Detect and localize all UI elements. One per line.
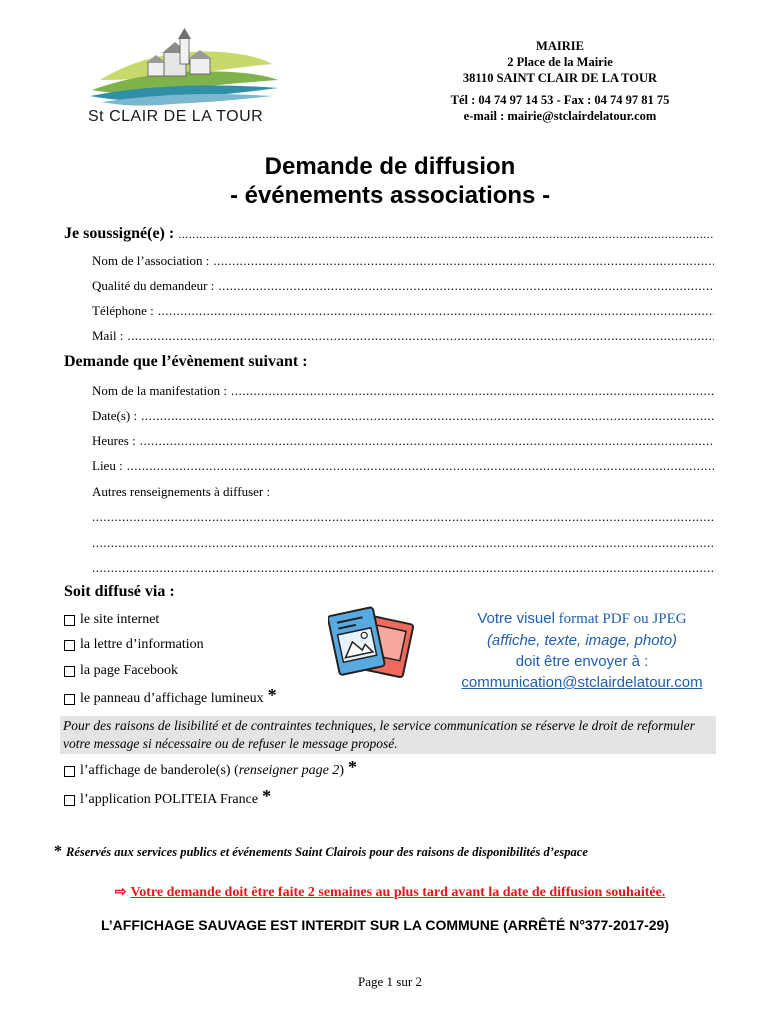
option-label: la page Facebook (80, 663, 178, 678)
qualite-label: Qualité du demandeur : (92, 278, 215, 293)
option-banderole[interactable] (64, 757, 357, 781)
note-paren-close: ) (339, 762, 344, 778)
checkbox-icon[interactable] (64, 666, 75, 677)
heures-label: Heures : (92, 433, 136, 448)
evenement-heading: Demande que l’évènement suivant : (64, 353, 308, 370)
mail-field[interactable] (92, 328, 714, 344)
deadline-warning (0, 884, 770, 901)
visuel-line1a: Votre visuel (477, 610, 555, 627)
autres-line-2[interactable] (92, 535, 714, 551)
mairie-email: e-mail : mairie@stclairdelatour.com (463, 109, 657, 123)
checkbox-icon[interactable] (64, 795, 75, 806)
telephone-label: Téléphone : (92, 303, 154, 318)
diffusion-heading: Soit diffusé via : (64, 583, 175, 600)
association-name-field[interactable] (92, 253, 714, 269)
mairie-address-line2: 38110 SAINT CLAIR DE LA TOUR (462, 71, 658, 85)
affichage-interdit: L’AFFICHAGE SAUVAGE EST INTERDIT SUR LA COMMUNE (ARRÊTÉ N°377-2017-29) (101, 917, 669, 933)
option-politeia[interactable] (64, 786, 272, 810)
visuel-line3: doit être envoyer à : (515, 653, 649, 670)
heures-field[interactable] (92, 433, 714, 449)
communication-email-link[interactable]: communication@stclairdelatour.com (461, 674, 703, 691)
soussigne-label: Je soussigné(e) : (64, 225, 175, 242)
asterisk: * (262, 786, 272, 806)
checkbox-icon[interactable] (64, 640, 75, 651)
mairie-contact-block (400, 38, 720, 124)
lieu-label: Lieu : (92, 458, 123, 473)
asterisk: * (347, 757, 357, 777)
checkbox-icon[interactable] (64, 766, 75, 777)
form-subtitle: - événements associations - (229, 182, 551, 209)
mairie-address-line1: 2 Place de la Mairie (507, 55, 613, 69)
mail-label: Mail : (92, 328, 124, 343)
option-label: l’application POLITEIA France (80, 791, 259, 807)
asterisk: * (267, 685, 277, 705)
autres-label-text: Autres renseignements à diffuser : (92, 484, 271, 499)
visuel-line1b: format PDF ou JPEG (558, 611, 687, 627)
banderole-note: renseigner page 2 (238, 762, 340, 778)
option-panneau-lumineux[interactable] (64, 685, 277, 709)
visuel-line2: (affiche, texte, image, photo) (486, 632, 678, 649)
page-number: Page 1 sur 2 (358, 974, 422, 989)
reserve-text: Réservés aux services publics et événements Saint Clairois pour des raisons de disponibilités d’espace (66, 845, 588, 859)
arrow-right-icon: ⇨ (114, 885, 127, 900)
option-site-internet[interactable] (64, 612, 159, 628)
qualite-field[interactable] (92, 278, 714, 294)
option-label: le panneau d’affichage lumineux (80, 690, 264, 706)
option-label: le site internet (80, 612, 160, 627)
lieu-field[interactable] (92, 458, 714, 474)
soussigne-field[interactable] (64, 225, 714, 243)
telephone-field[interactable] (92, 303, 714, 319)
autres-line-1[interactable] (92, 509, 714, 525)
reserve-note (54, 843, 724, 861)
logo-text: St CLAIR DE LA TOUR (88, 108, 264, 125)
association-name-label: Nom de l’association : (92, 253, 210, 268)
visuel-instructions (420, 608, 744, 693)
autres-label (92, 484, 714, 500)
option-label: l’affichage de banderole(s) (80, 762, 231, 778)
form-title: Demande de diffusion (264, 153, 516, 180)
note-paren-open: ( (234, 762, 239, 778)
mairie-name: MAIRIE (536, 39, 584, 53)
option-label: la lettre d’information (80, 637, 204, 652)
option-page-facebook[interactable] (64, 663, 178, 679)
manifestation-label: Nom de la manifestation : (92, 383, 228, 398)
image-documents-icon (328, 604, 420, 684)
dates-label: Date(s) : (92, 408, 138, 423)
notice-text: Pour des raisons de lisibilité et de contraintes techniques, le service communication se réserve le droit de reformuler votre message si nécessaire ou de refuser le message proposé. (60, 716, 716, 754)
dates-field[interactable] (92, 408, 714, 424)
warning-text: Votre demande doit être faite 2 semaines au plus tard avant la date de diffusion souhaitée. (130, 885, 666, 900)
manifestation-field[interactable] (92, 383, 714, 399)
asterisk: * (54, 843, 62, 860)
autres-line-3[interactable] (92, 560, 714, 576)
mairie-phone-fax: Tél : 04 74 97 14 53 - Fax : 04 74 97 81 75 (450, 93, 670, 107)
checkbox-icon[interactable] (64, 694, 75, 705)
checkbox-icon[interactable] (64, 615, 75, 626)
option-lettre-information[interactable] (64, 637, 204, 653)
